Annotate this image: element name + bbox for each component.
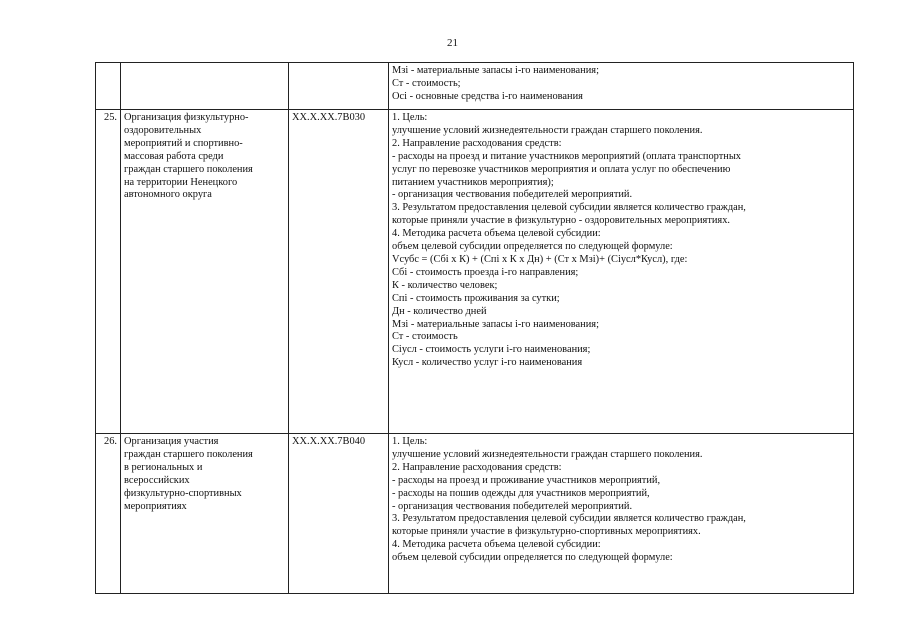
row-name-cell [121, 434, 289, 594]
description-line: - расходы на проезд и проживание участников мероприятий, [392, 474, 661, 486]
description-line: К - количество человек; [392, 279, 498, 291]
table-row [96, 110, 854, 434]
description-line: - организация чествования победителей мероприятий. [392, 189, 633, 201]
description-line: - расходы на проезд и питание участников мероприятий (оплата транспортных [392, 150, 741, 162]
name-line: автономного округа [124, 189, 212, 201]
name-line: всероссийских [124, 474, 190, 486]
description-line: Кусл - количество услуг i-го наименования [392, 357, 583, 369]
description-line: Мзi - материальные запасы i-го наименования; [392, 65, 599, 76]
formula-line: Vсубс = (Сбi х К) + (Спi х К х Дн) + (Ст х Мзi)+ (Сiусл*Кусл), где: [392, 253, 688, 265]
row-description-cell [389, 63, 854, 110]
description-line: которые приняли участие в физкультурно-спортивных мероприятиях. [392, 526, 701, 538]
description-line: Сбi - стоимость проезда i-го направления; [392, 266, 579, 278]
description-line: Спi - стоимость проживания за сутки; [392, 292, 560, 304]
name-line: мероприятий и спортивно- [124, 137, 243, 149]
description-line: объем целевой субсидии определяется по следующей формуле: [392, 241, 673, 253]
description-line: Ст - стоимость; [392, 77, 461, 89]
subsidy-table [95, 62, 854, 594]
description-line: 3. Результатом предоставления целевой субсидии является количество граждан, [392, 513, 746, 525]
name-line: Организация физкультурно- [124, 112, 249, 123]
name-line: Организация участия [124, 436, 219, 447]
name-line: физкультурно-спортивных [124, 487, 242, 499]
description-line: - расходы на пошив одежды для участников мероприятий, [392, 487, 650, 499]
name-line: оздоровительных [124, 124, 202, 136]
description-line: 1. Цель: [392, 112, 428, 123]
name-line: в региональных и [124, 461, 203, 473]
name-line: на территории Ненецкого [124, 176, 238, 188]
description-line: объем целевой субсидии определяется по следующей формуле: [392, 552, 673, 564]
row-number-cell: 26. [96, 434, 121, 594]
description-line: улучшение условий жизнедеятельности граждан старшего поколения. [392, 448, 703, 460]
table-row [96, 63, 854, 110]
description-line: 3. Результатом предоставления целевой субсидии является количество граждан, [392, 202, 746, 214]
row-code-cell [289, 63, 389, 110]
description-line: Сiусл - стоимость услуги i-го наименования; [392, 344, 591, 356]
row-number-cell [96, 63, 121, 110]
description-line: Осi - основные средства i-го наименования [392, 90, 583, 102]
description-line: услуг по перевозке участников мероприятия и оплата услуг по обеспечению [392, 163, 731, 175]
name-line: граждан старшего поколения [124, 448, 253, 460]
description-line: 2. Направление расходования средств: [392, 461, 562, 473]
description-line: 2. Направление расходования средств: [392, 137, 562, 149]
row-description-cell [389, 110, 854, 434]
description-line: улучшение условий жизнедеятельности граждан старшего поколения. [392, 124, 703, 136]
description-line: 1. Цель: [392, 436, 428, 447]
row-description-cell [389, 434, 854, 594]
description-line: 4. Методика расчета объема целевой субсидии: [392, 228, 601, 240]
row-name-cell [121, 63, 289, 110]
description-line: Ст - стоимость [392, 331, 458, 343]
description-line: Дн - количество дней [392, 305, 487, 317]
table-row [96, 434, 854, 594]
description-line: Мзi - материальные запасы i-го наименования; [392, 318, 599, 330]
row-code-cell: XX.X.XX.7B030 [289, 110, 389, 434]
description-line: которые приняли участие в физкультурно - оздоровительных мероприятиях. [392, 215, 731, 227]
row-number-cell: 25. [96, 110, 121, 434]
row-name-cell [121, 110, 289, 434]
name-line: граждан старшего поколения [124, 163, 253, 175]
name-line: мероприятиях [124, 500, 187, 512]
name-line: массовая работа среди [124, 150, 224, 162]
description-line: питанием участников мероприятия); [392, 176, 554, 188]
description-line: - организация чествования победителей мероприятий. [392, 500, 633, 512]
description-line: 4. Методика расчета объема целевой субсидии: [392, 539, 601, 551]
row-code-cell: XX.X.XX.7B040 [289, 434, 389, 594]
page-number: 21 [447, 37, 458, 49]
